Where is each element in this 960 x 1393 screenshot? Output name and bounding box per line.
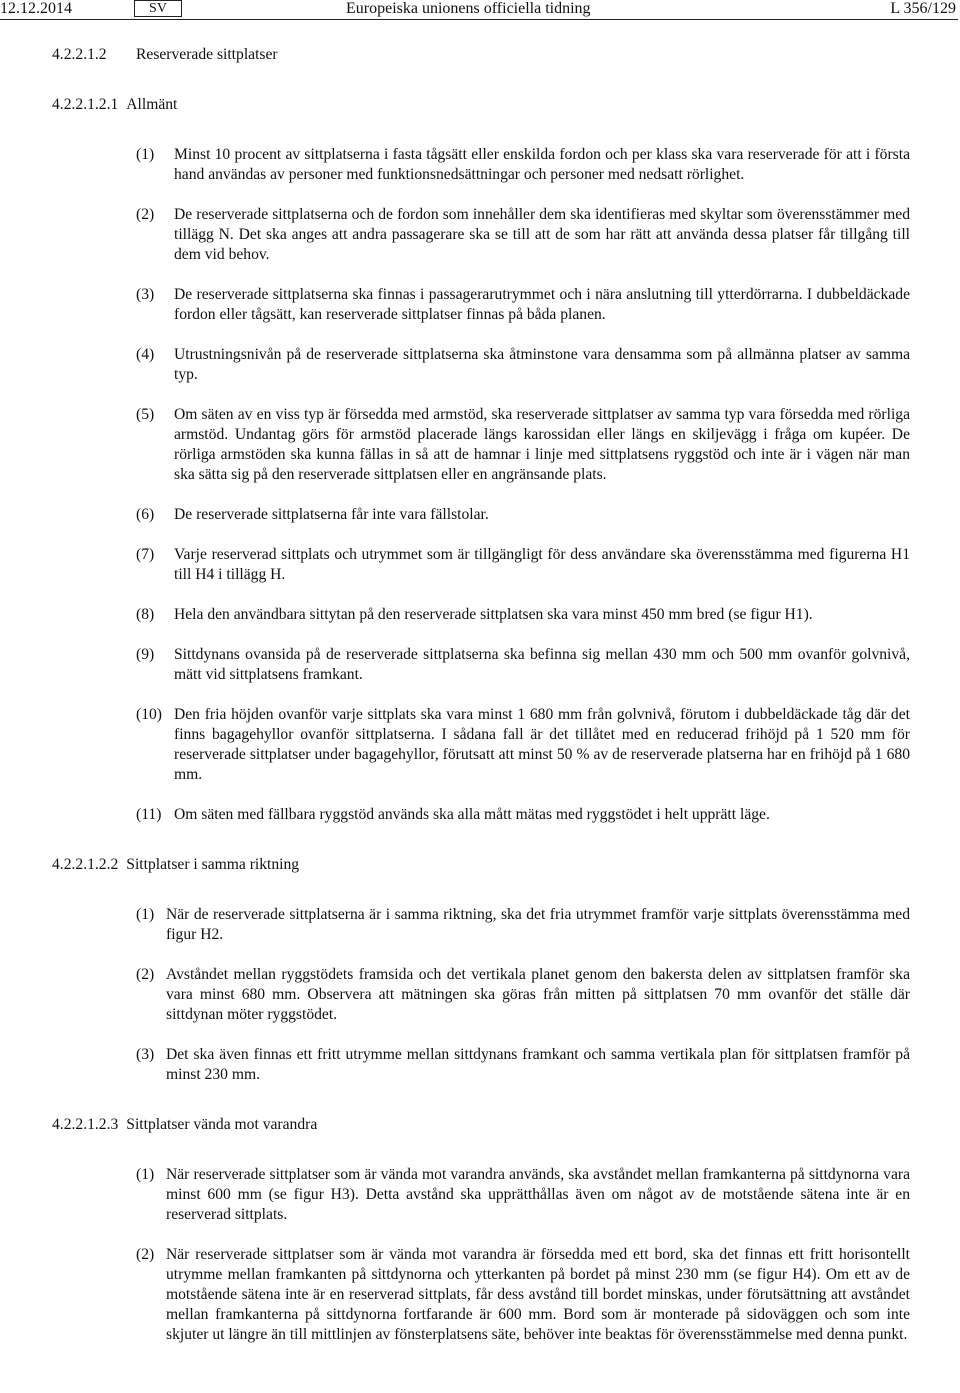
paragraph-number: (8) bbox=[136, 606, 155, 623]
subsection-number: 4.2.2.1.2.1 bbox=[52, 96, 119, 113]
paragraph bbox=[136, 705, 910, 785]
paragraph bbox=[136, 1245, 910, 1345]
paragraph-text: Utrustningsnivån på de reserverade sittplatserna ska åtminstone vara densamma som på allmänna platser av samma typ. bbox=[174, 346, 910, 383]
paragraph bbox=[136, 205, 910, 265]
paragraph-text: De reserverade sittplatserna och de fordon som innehåller dem ska identifieras med skyltar som överensstämmer med tillägg N. Det ska anges att andra passagerare ska se till att de som har rätt att använda dessa platser får tillgång till dem vid behov. bbox=[174, 206, 910, 263]
section-heading bbox=[52, 45, 910, 65]
paragraph-number: (2) bbox=[136, 1246, 155, 1263]
subsection-number: 4.2.2.1.2.2 bbox=[52, 856, 119, 873]
paragraph bbox=[136, 805, 910, 825]
section-spacer bbox=[52, 845, 910, 855]
paragraph-text: Varje reserverad sittplats och utrymmet som är tillgängligt för dess användare ska överensstämma med figurerna H1 till H4 i tillägg H. bbox=[174, 546, 910, 583]
paragraph-text: Den fria höjden ovanför varje sittplats ska vara minst 1 680 mm från golvnivå, förutom i dubbeldäckade tåg där det finns bagagehyllor ovanför sittplatserna. I sådana fall är det tillåtet med en reducerad frihöjd på 1 520 mm för reserverade sittplatser under bagagehyllor, förutsatt att minst 50 % av de reserverade platserna har en frihöjd på 1 680 mm. bbox=[174, 706, 910, 783]
paragraph-number: (4) bbox=[136, 346, 155, 363]
paragraph-number: (3) bbox=[136, 286, 155, 303]
section-title: Reserverade sittplatser bbox=[136, 46, 278, 63]
paragraph bbox=[136, 645, 910, 685]
paragraph-text: Minst 10 procent av sittplatserna i fasta tågsätt eller enskilda fordon och per klass ska vara reserverade för att i första hand användas av personer med funktionsnedsättningar och personer med nedsatt rörlighet. bbox=[174, 146, 910, 183]
paragraph-text: Sittdynans ovansida på de reserverade sittplatserna ska befinna sig mellan 430 mm och 500 mm ovanför golvnivå, mätt vid sittplatsens framkant. bbox=[174, 646, 910, 683]
subsection-title: Sittplatser i samma riktning bbox=[126, 856, 300, 873]
paragraph-number: (11) bbox=[136, 806, 162, 823]
paragraph bbox=[136, 545, 910, 585]
paragraph-number: (2) bbox=[136, 966, 155, 983]
paragraph-text: När reserverade sittplatser som är vända mot varandra är försedda med ett bord, ska det finnas ett fritt horisontellt utrymme mellan framkanten på sittdynorna och ytterkanten på bordet på minst 230 mm (se figur H4). Om ett av de motstående sätena inte är en reserverad sittplats, får dess avstånd till bordet minskas, under förutsättning att avståndet mellan framkanterna på sittdynorna fortfarande är 600 mm. Bord som är monterade på sidoväggen och som inte skjuter ut längre än till mittlinjen av fönsterplatsens säte, behöver inte beaktas för överensstämmelse med denna punkt. bbox=[166, 1246, 910, 1343]
paragraph-text: Det ska även finnas ett fritt utrymme mellan sittdynans framkant och samma vertikala plan för sittplatsen framför på minst 230 mm. bbox=[166, 1046, 910, 1083]
subsection-heading bbox=[52, 855, 910, 875]
paragraph bbox=[136, 345, 910, 385]
paragraph bbox=[136, 405, 910, 485]
paragraph-number: (2) bbox=[136, 206, 155, 223]
paragraph-number: (7) bbox=[136, 546, 155, 563]
paragraph-number: (5) bbox=[136, 406, 155, 423]
paragraph-number: (3) bbox=[136, 1046, 155, 1063]
paragraph bbox=[136, 285, 910, 325]
paragraph-number: (1) bbox=[136, 1166, 155, 1183]
paragraph bbox=[136, 1045, 910, 1085]
paragraph-number: (1) bbox=[136, 146, 155, 163]
page-header bbox=[0, 0, 958, 20]
header-date: 12.12.2014 bbox=[0, 0, 72, 17]
subsection-heading bbox=[52, 95, 910, 115]
language-badge: SV bbox=[134, 0, 182, 17]
paragraph-text: Om säten av en viss typ är försedda med armstöd, ska reserverade sittplatser av samma typ vara försedda med rörliga armstöd. Undantag görs för armstöd placerade längs karossidan eller längs en skiljevägg i fråga om kupéer. De rörliga armstöden ska kunna fällas in så att de hamnar i linje med sittplatsens ryggstöd och inte är i vägen när man ska sätta sig på den reserverade sittplatsen eller en angränsande plats. bbox=[174, 406, 910, 483]
page-reference: L 356/129 bbox=[890, 0, 956, 17]
paragraph-number: (9) bbox=[136, 646, 155, 663]
section-number: 4.2.2.1.2 bbox=[52, 46, 107, 63]
paragraph-text: De reserverade sittplatserna får inte vara fällstolar. bbox=[174, 506, 489, 523]
paragraph-number: (6) bbox=[136, 506, 155, 523]
document-body bbox=[52, 45, 910, 1365]
paragraph bbox=[136, 145, 910, 185]
subsection-number: 4.2.2.1.2.3 bbox=[52, 1116, 119, 1133]
paragraph-text: Om säten med fällbara ryggstöd används ska alla mått mätas med ryggstödet i helt upprätt läge. bbox=[174, 806, 770, 823]
paragraph bbox=[136, 605, 910, 625]
paragraph-number: (10) bbox=[136, 706, 162, 723]
journal-title: Europeiska unionens officiella tidning bbox=[346, 0, 591, 17]
section-spacer bbox=[52, 1105, 910, 1115]
subsection-title: Allmänt bbox=[126, 96, 178, 113]
paragraph bbox=[136, 1165, 910, 1225]
paragraph-text: Hela den användbara sittytan på den reserverade sittplatsen ska vara minst 450 mm bred (se figur H1). bbox=[174, 606, 813, 623]
paragraph-text: De reserverade sittplatserna ska finnas i passagerarutrymmet och i nära anslutning till ytterdörrarna. I dubbeldäckade fordon eller tågsätt, kan reserverade sittplatser finnas på båda planen. bbox=[174, 286, 910, 323]
paragraph-text: Avståndet mellan ryggstödets framsida och det vertikala planet genom den bakersta delen av sittplatsen framför ska vara minst 680 mm. Observera att mätningen ska göras från mitten på sittplatsen 70 mm ovanför det ställe där sittdynan möter ryggstödet. bbox=[166, 966, 910, 1023]
paragraph bbox=[136, 965, 910, 1025]
paragraph-text: När reserverade sittplatser som är vända mot varandra används, ska avståndet mellan framkanterna på sittdynorna vara minst 600 mm (se figur H3). Detta avstånd ska upprätthållas även om något av de motstående sätena inte är en reserverad sittplats. bbox=[166, 1166, 910, 1223]
subsection-heading bbox=[52, 1115, 910, 1135]
paragraph bbox=[136, 505, 910, 525]
paragraph-text: När de reserverade sittplatserna är i samma riktning, ska det fria utrymmet framför varje sittplats överensstämma med figur H2. bbox=[166, 906, 910, 943]
paragraph-number: (1) bbox=[136, 906, 155, 923]
subsection-title: Sittplatser vända mot varandra bbox=[126, 1116, 318, 1133]
paragraph bbox=[136, 905, 910, 945]
